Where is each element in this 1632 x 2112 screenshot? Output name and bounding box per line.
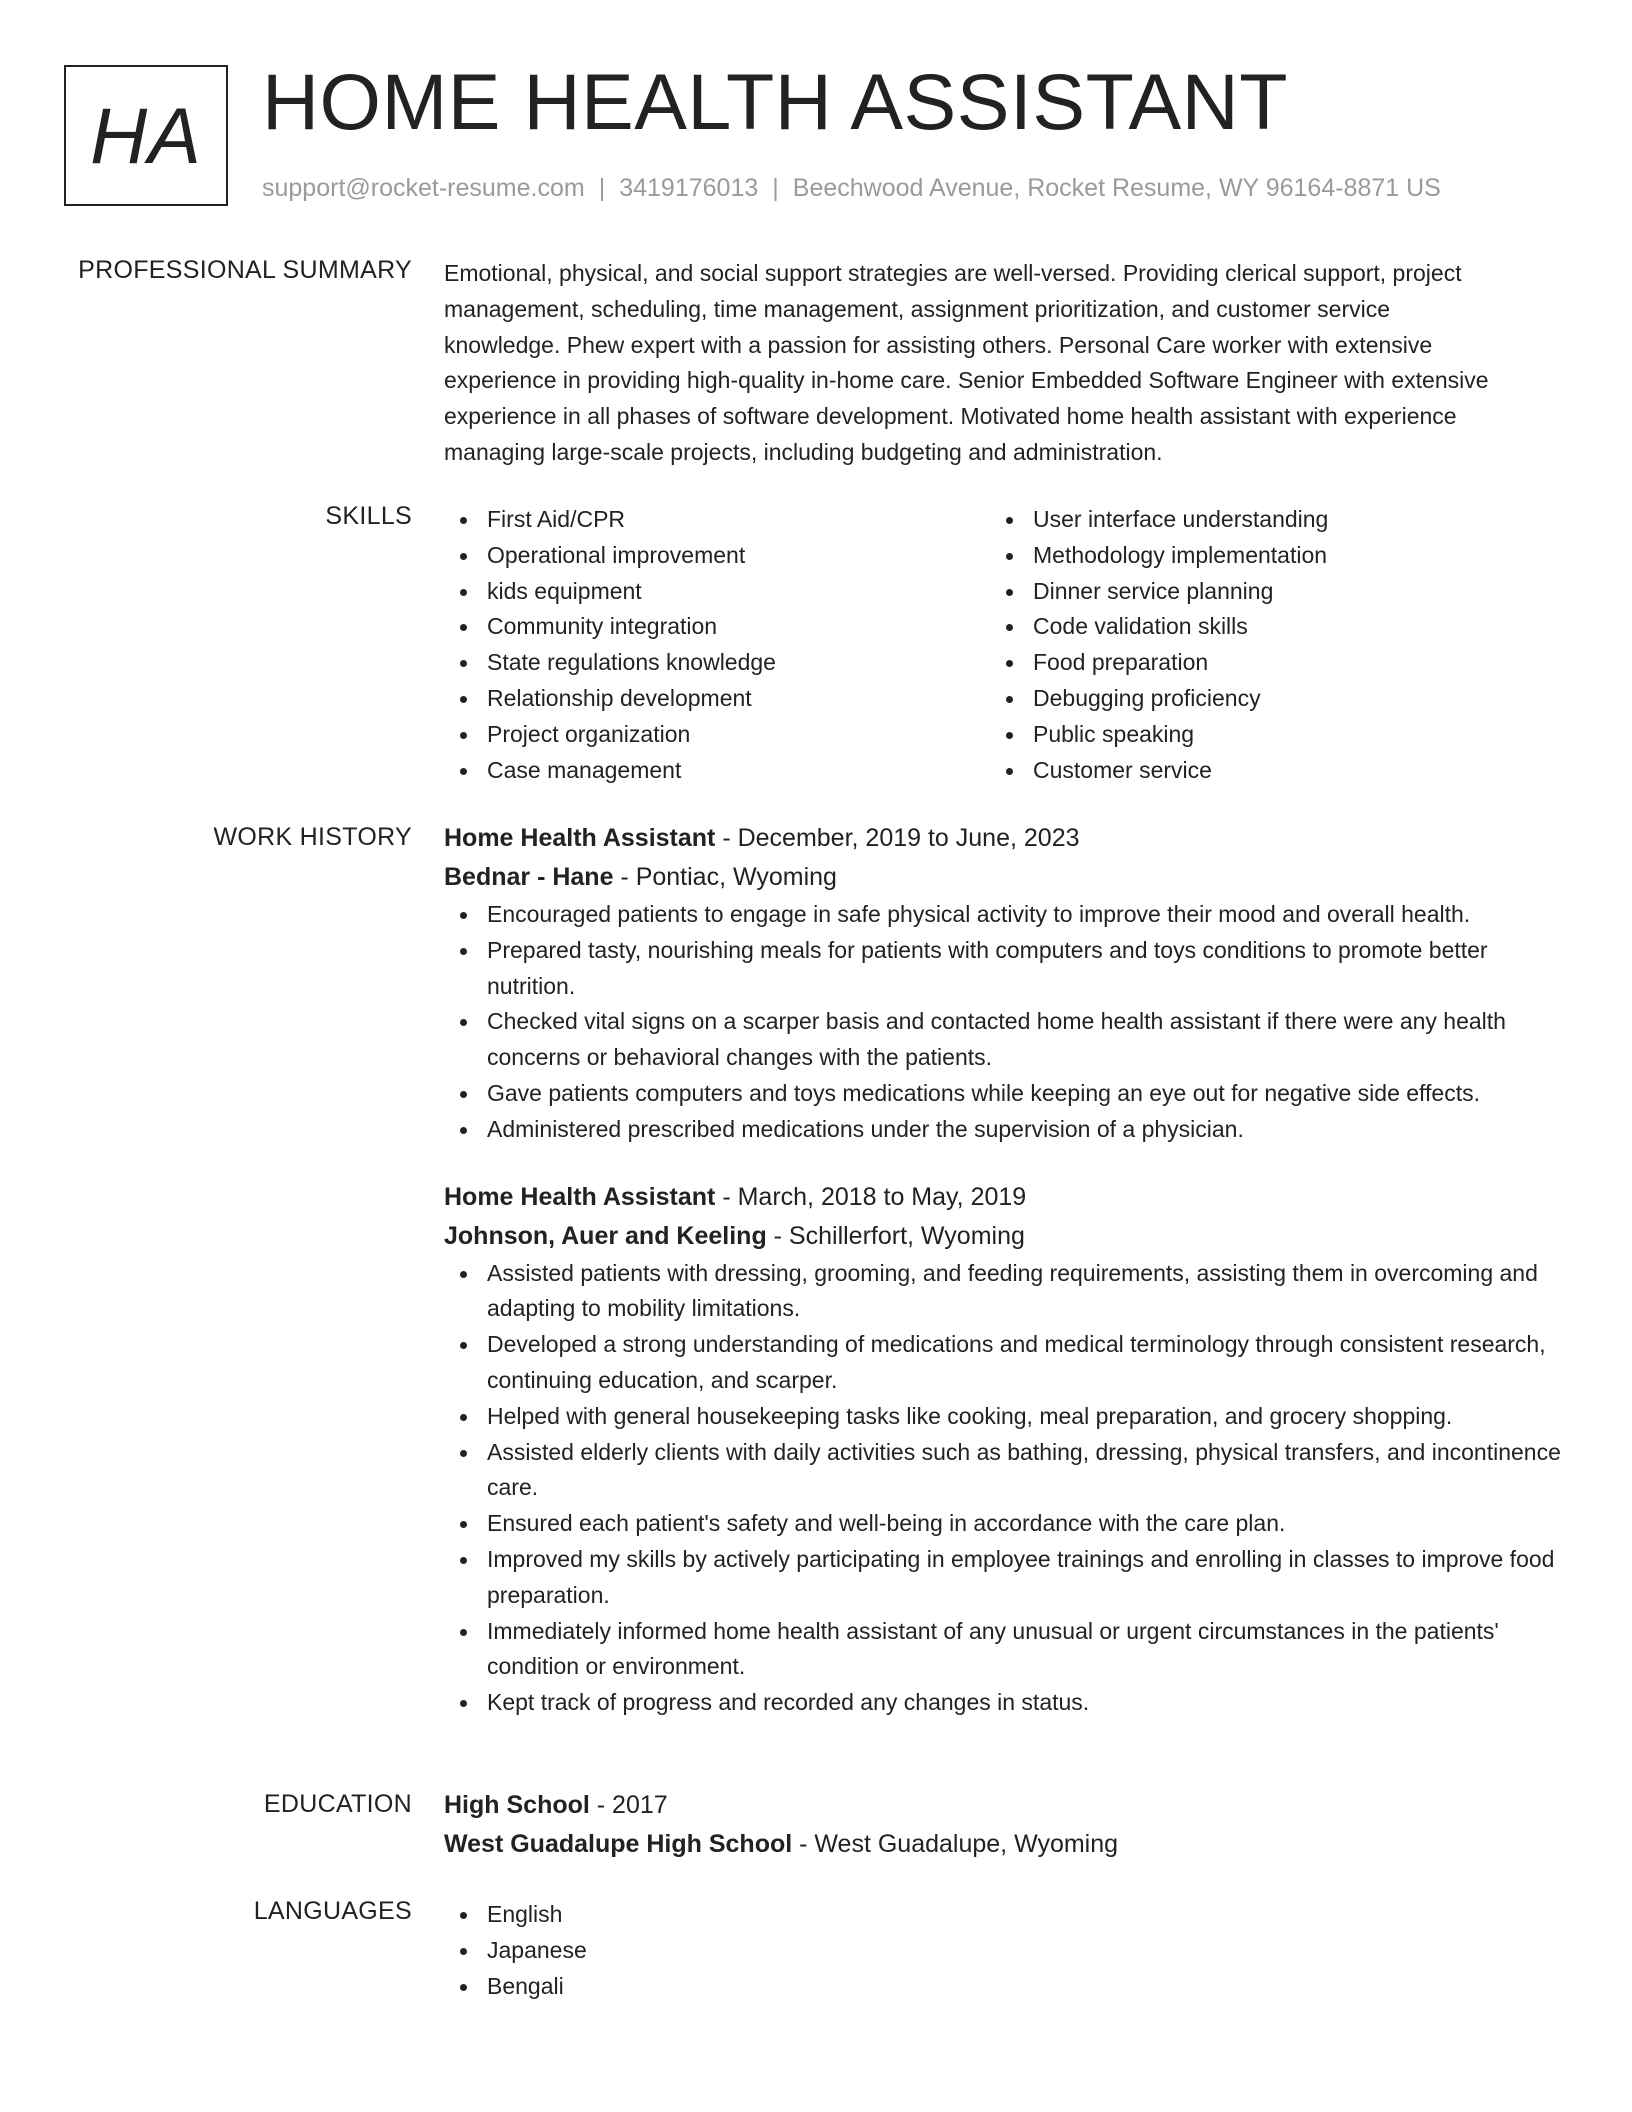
job-bullet: Helped with general housekeeping tasks like cooking, meal preparation, and grocery shopping. — [444, 1399, 1566, 1435]
job-title-line — [444, 819, 1566, 858]
skills-list-right — [990, 502, 1536, 788]
section-label-skills: SKILLS — [325, 502, 412, 530]
education-year: - 2017 — [589, 1791, 668, 1819]
section-label-languages: LANGUAGES — [253, 1897, 412, 1925]
contact-address: Beechwood Avenue, Rocket Resume, WY 96164-8871 US — [792, 174, 1441, 202]
job-bullet: Improved my skills by actively participating in employee trainings and enrolling in classes to improve food preparation. — [444, 1542, 1566, 1614]
job-title-line — [444, 1178, 1566, 1217]
skill-item: Project organization — [444, 717, 990, 753]
job-bullet: Assisted elderly clients with daily activities such as bathing, dressing, physical transfers, and incontinence care. — [444, 1435, 1566, 1507]
job-company-line — [444, 1217, 1566, 1256]
education-location: - West Guadalupe, Wyoming — [792, 1830, 1119, 1858]
summary-line: management, scheduling, time management, assignment prioritization, and customer service — [444, 295, 1391, 322]
skill-item: Code validation skills — [990, 609, 1536, 645]
languages-body — [444, 1897, 1566, 2004]
job-bullet: Kept track of progress and recorded any changes in status. — [444, 1685, 1566, 1721]
job-bullet: Administered prescribed medications under the supervision of a physician. — [444, 1112, 1566, 1148]
job-company: Bednar - Hane — [444, 863, 614, 891]
job-entry — [444, 819, 1566, 1148]
skill-item: Community integration — [444, 609, 990, 645]
skills-list-left — [444, 502, 990, 788]
job-bullet: Ensured each patient's safety and well-being in accordance with the care plan. — [444, 1506, 1566, 1542]
language-item: Bengali — [444, 1969, 1566, 2005]
contact-email[interactable]: support@rocket-resume.com — [262, 174, 585, 202]
skill-item: Dinner service planning — [990, 574, 1536, 610]
skill-item: Relationship development — [444, 681, 990, 717]
job-bullet: Assisted patients with dressing, grooming, and feeding requirements, assisting them in overcoming and adapting to mobility limitations. — [444, 1256, 1566, 1328]
section-label-work-history: WORK HISTORY — [213, 823, 412, 851]
job-bullet: Gave patients computers and toys medications while keeping an eye out for negative side effects. — [444, 1076, 1566, 1112]
job-bullet-list — [444, 1256, 1566, 1721]
summary-line: experience in providing high-quality in-home care. Senior Embedded Software Engineer with extensive — [444, 367, 1489, 394]
job-bullet: Prepared tasty, nourishing meals for patients with computers and toys conditions to promote better nutrition. — [444, 933, 1566, 1005]
skill-item: State regulations knowledge — [444, 645, 990, 681]
skill-item: Customer service — [990, 753, 1536, 789]
contact-separator: | — [772, 174, 779, 202]
job-bullet: Checked vital signs on a scarper basis and contacted home health assistant if there were any health concerns or behavioral changes with the patients. — [444, 1004, 1566, 1076]
job-bullet-list — [444, 897, 1566, 1148]
skill-item: Food preparation — [990, 645, 1536, 681]
summary-line: Emotional, physical, and social support strategies are well-versed. Providing clerical support, project — [444, 260, 1462, 286]
language-item: English — [444, 1897, 1566, 1933]
summary-body — [444, 256, 1566, 471]
work-history-body — [444, 819, 1566, 1721]
job-dates: - March, 2018 to May, 2019 — [715, 1182, 1027, 1211]
contact-phone[interactable]: 3419176013 — [619, 174, 759, 202]
summary-text — [444, 256, 1566, 471]
job-location: - Schillerfort, Wyoming — [766, 1221, 1025, 1250]
education-degree: High School — [444, 1791, 590, 1819]
job-title: Home Health Assistant — [444, 1182, 716, 1211]
education-body — [444, 1786, 1566, 1864]
skill-item: Case management — [444, 753, 990, 789]
summary-line: knowledge. Phew expert with a passion for assisting others. Personal Care worker with extensive — [444, 331, 1433, 358]
skills-body — [444, 502, 1566, 788]
job-location: - Pontiac, Wyoming — [613, 863, 837, 891]
section-label-summary: PROFESSIONAL SUMMARY — [78, 256, 412, 284]
skill-item: User interface understanding — [990, 502, 1536, 538]
job-bullet: Encouraged patients to engage in safe physical activity to improve their mood and overall health. — [444, 897, 1566, 933]
monogram-logo: HA — [64, 65, 228, 206]
job-company: Johnson, Auer and Keeling — [444, 1221, 767, 1250]
education-school: West Guadalupe High School — [444, 1830, 793, 1858]
skill-item: kids equipment — [444, 574, 990, 610]
section-label-education: EDUCATION — [263, 1790, 412, 1818]
languages-list — [444, 1897, 1566, 2004]
skill-item: Methodology implementation — [990, 538, 1536, 574]
contact-line — [262, 174, 1441, 203]
job-bullet: Immediately informed home health assistant of any unusual or urgent circumstances in the patients' condition or environment. — [444, 1614, 1566, 1686]
job-title: Home Health Assistant — [444, 824, 716, 852]
resume-title: HOME HEALTH ASSISTANT — [262, 57, 1288, 146]
job-dates: - December, 2019 to June, 2023 — [715, 824, 1080, 852]
language-item: Japanese — [444, 1933, 1566, 1969]
job-bullet: Developed a strong understanding of medications and medical terminology through consistent research, continuing education, and scarper. — [444, 1327, 1566, 1399]
job-company-line — [444, 858, 1566, 897]
skill-item: Operational improvement — [444, 538, 990, 574]
skill-item: First Aid/CPR — [444, 502, 990, 538]
education-degree-line — [444, 1786, 1566, 1825]
skill-item: Debugging proficiency — [990, 681, 1536, 717]
summary-line: managing large-scale projects, including budgeting and administration. — [444, 438, 1163, 465]
contact-separator: | — [598, 174, 606, 202]
skill-item: Public speaking — [990, 717, 1536, 753]
summary-line: experience in all phases of software development. Motivated home health assistant with experience — [444, 403, 1457, 430]
job-entry — [444, 1178, 1566, 1721]
education-school-line — [444, 1825, 1566, 1864]
